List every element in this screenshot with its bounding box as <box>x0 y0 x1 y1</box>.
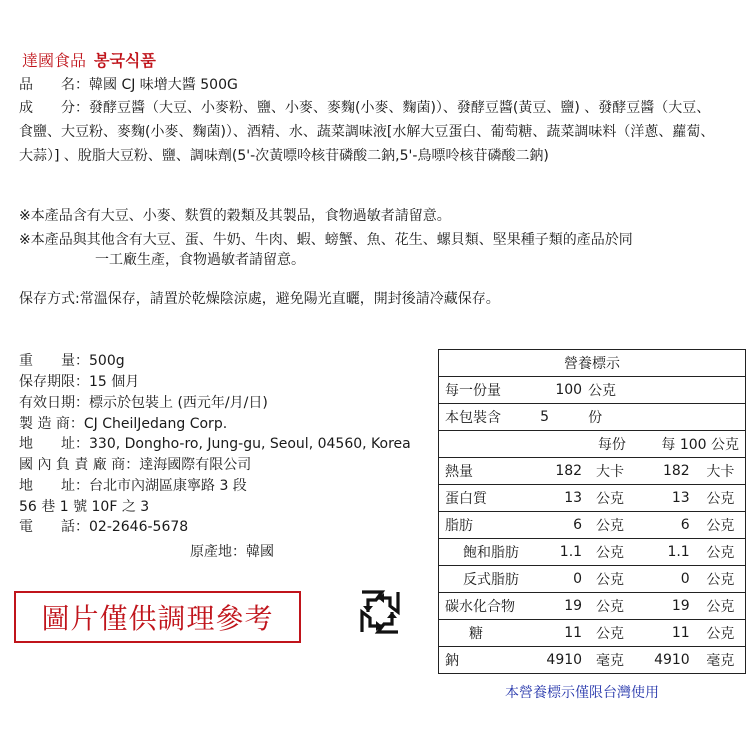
servings-per-pack-row <box>439 404 746 431</box>
unit-per-100g: 公克 <box>696 620 746 647</box>
brand-zh: 達國食品 <box>22 51 87 70</box>
weight-label: 重 量： <box>19 353 89 369</box>
unit-per-100g: 毫克 <box>696 647 746 674</box>
nutrient-name: 脂肪 <box>439 512 537 539</box>
ingredients-label: 成 分： <box>19 100 89 116</box>
nutrient-row <box>439 458 746 485</box>
unit-per-serving: 公克 <box>588 485 632 512</box>
importer-address-row-2: 56 巷 1 號 10F 之 3 <box>19 499 150 515</box>
nutrition-footnote: 本營養標示僅限台灣使用 <box>505 685 659 701</box>
nutrition-facts-table <box>438 349 746 674</box>
shelf-label: 保存期限： <box>19 374 89 390</box>
weight-value: 500g <box>89 353 125 369</box>
nutrient-row <box>439 647 746 674</box>
value-per-serving: 19 <box>536 593 588 620</box>
maker-value: CJ CheilJedang Corp. <box>83 416 228 432</box>
shelf-life-row <box>19 372 139 392</box>
allergen-warning-1: ※本產品含有大豆、小麥、麩質的穀類及其製品，食物過敏者請留意。 <box>19 208 451 224</box>
recycle-icon <box>356 586 404 638</box>
value-per-100g: 4910 <box>632 647 696 674</box>
nutrition-title-row <box>439 350 746 377</box>
nutrient-row <box>439 512 746 539</box>
nutrient-name: 飽和脂肪 <box>439 539 537 566</box>
pack-label: 本包裝含 <box>439 404 537 431</box>
importer-row <box>19 455 251 475</box>
value-per-100g: 0 <box>632 566 696 593</box>
brand-kr: 봉국식품 <box>94 51 156 70</box>
product-value: 韓國 CJ 味增大醬 500G <box>89 77 238 93</box>
value-per-serving: 0 <box>536 566 588 593</box>
nutrient-name: 反式脂肪 <box>439 566 537 593</box>
unit-per-serving: 公克 <box>588 593 632 620</box>
value-per-serving: 11 <box>536 620 588 647</box>
nutrient-name: 鈉 <box>439 647 537 674</box>
col-per-100g: 每 100 公克 <box>632 431 746 458</box>
ingredients-text: 發酵豆醬（大豆、小麥粉、鹽、小麥、麥麴(小麥、麴菌)）、發酵豆醬(黃豆、鹽) 、發酵豆醬（大豆、食鹽、大豆粉、麥麴(小麥、麴菌)）、酒精、水、蔬菜調味液[水解大豆蛋白、葡萄糖、蔬菜調味料（洋蔥、蘿蔔、大蒜）] 、脫脂大豆粉、鹽、調味劑(5'-次黃嘌呤核苷磷酸二鈉,5'-鳥嘌呤核苷磷酸二鈉) <box>19 100 715 164</box>
nutrient-row <box>439 566 746 593</box>
brand-header <box>22 48 156 71</box>
nutrition-title: 營養標示 <box>439 350 746 377</box>
pack-value: 5 <box>536 404 588 431</box>
unit-per-serving: 公克 <box>588 620 632 647</box>
maker-row <box>19 414 227 434</box>
weight-row <box>19 351 125 371</box>
nutrient-name: 糖 <box>439 620 537 647</box>
address-value: 330, Dongho-ro, Jung-gu, Seoul, 04560, Korea <box>89 436 411 452</box>
unit-per-serving: 公克 <box>588 539 632 566</box>
unit-per-100g: 公克 <box>696 566 746 593</box>
serving-value: 100 <box>536 377 588 404</box>
importer-value: 達海國際有限公司 <box>139 457 252 473</box>
value-per-100g: 11 <box>632 620 696 647</box>
unit-per-100g: 大卡 <box>696 458 746 485</box>
allergen-warning-2: ※本產品與其他含有大豆、蛋、牛奶、牛肉、蝦、螃蟹、魚、花生、螺貝類、堅果種子類的產品於同 <box>19 232 633 248</box>
importer-label: 國 內 負 責 廠 商： <box>19 457 140 473</box>
value-per-100g: 19 <box>632 593 696 620</box>
nutrient-name: 熱量 <box>439 458 537 485</box>
nutrient-row <box>439 593 746 620</box>
image-reference-notice: 圖片僅供調理參考 <box>14 591 301 643</box>
value-per-serving: 4910 <box>536 647 588 674</box>
column-header-row <box>439 431 746 458</box>
unit-per-100g: 公克 <box>696 485 746 512</box>
unit-per-serving: 毫克 <box>588 647 632 674</box>
value-per-100g: 182 <box>632 458 696 485</box>
expiry-row <box>19 393 268 413</box>
phone-label: 電 話： <box>19 519 89 535</box>
maker-label: 製 造 商： <box>19 416 84 432</box>
product-label: 品 名： <box>19 77 89 93</box>
nutrient-name: 碳水化合物 <box>439 593 537 620</box>
serving-label: 每一份量 <box>439 377 537 404</box>
allergen-warning-3: 一工廠生產，食物過敏者請留意。 <box>95 252 305 268</box>
pack-unit: 份 <box>588 404 632 431</box>
origin-label: 原產地：韓國 <box>190 544 274 560</box>
value-per-serving: 6 <box>536 512 588 539</box>
value-per-100g: 6 <box>632 512 696 539</box>
value-per-100g: 1.1 <box>632 539 696 566</box>
unit-per-100g: 公克 <box>696 593 746 620</box>
storage-instructions: 保存方式:常溫保存，請置於乾燥陰涼處，避免陽光直曬，開封後請冷藏保存。 <box>19 291 500 307</box>
importer-address-a: 台北市內湖區康寧路 3 段 <box>89 478 247 494</box>
address-label: 地 址： <box>19 436 89 452</box>
product-name-row <box>19 74 238 94</box>
value-per-serving: 182 <box>536 458 588 485</box>
shelf-value: 15 個月 <box>89 374 140 390</box>
nutrient-row <box>439 620 746 647</box>
col-per-serving: 每份 <box>536 431 632 458</box>
expiry-label: 有效日期： <box>19 395 89 411</box>
serving-size-row <box>439 377 746 404</box>
nutrient-name: 蛋白質 <box>439 485 537 512</box>
importer-address-row <box>19 476 247 496</box>
unit-per-serving: 大卡 <box>588 458 632 485</box>
maker-address-row <box>19 434 411 454</box>
importer-address-label: 地 址： <box>19 478 89 494</box>
unit-per-100g: 公克 <box>696 539 746 566</box>
value-per-serving: 13 <box>536 485 588 512</box>
unit-per-serving: 公克 <box>588 566 632 593</box>
nutrient-row <box>439 485 746 512</box>
unit-per-100g: 公克 <box>696 512 746 539</box>
value-per-serving: 1.1 <box>536 539 588 566</box>
nutrient-row <box>439 539 746 566</box>
value-per-100g: 13 <box>632 485 696 512</box>
unit-per-serving: 公克 <box>588 512 632 539</box>
phone-row <box>19 517 188 537</box>
phone-value: 02-2646-5678 <box>89 519 189 535</box>
ingredients-block <box>19 96 724 168</box>
serving-unit: 公克 <box>588 377 632 404</box>
expiry-value: 標示於包裝上 (西元年/月/日) <box>89 395 268 411</box>
